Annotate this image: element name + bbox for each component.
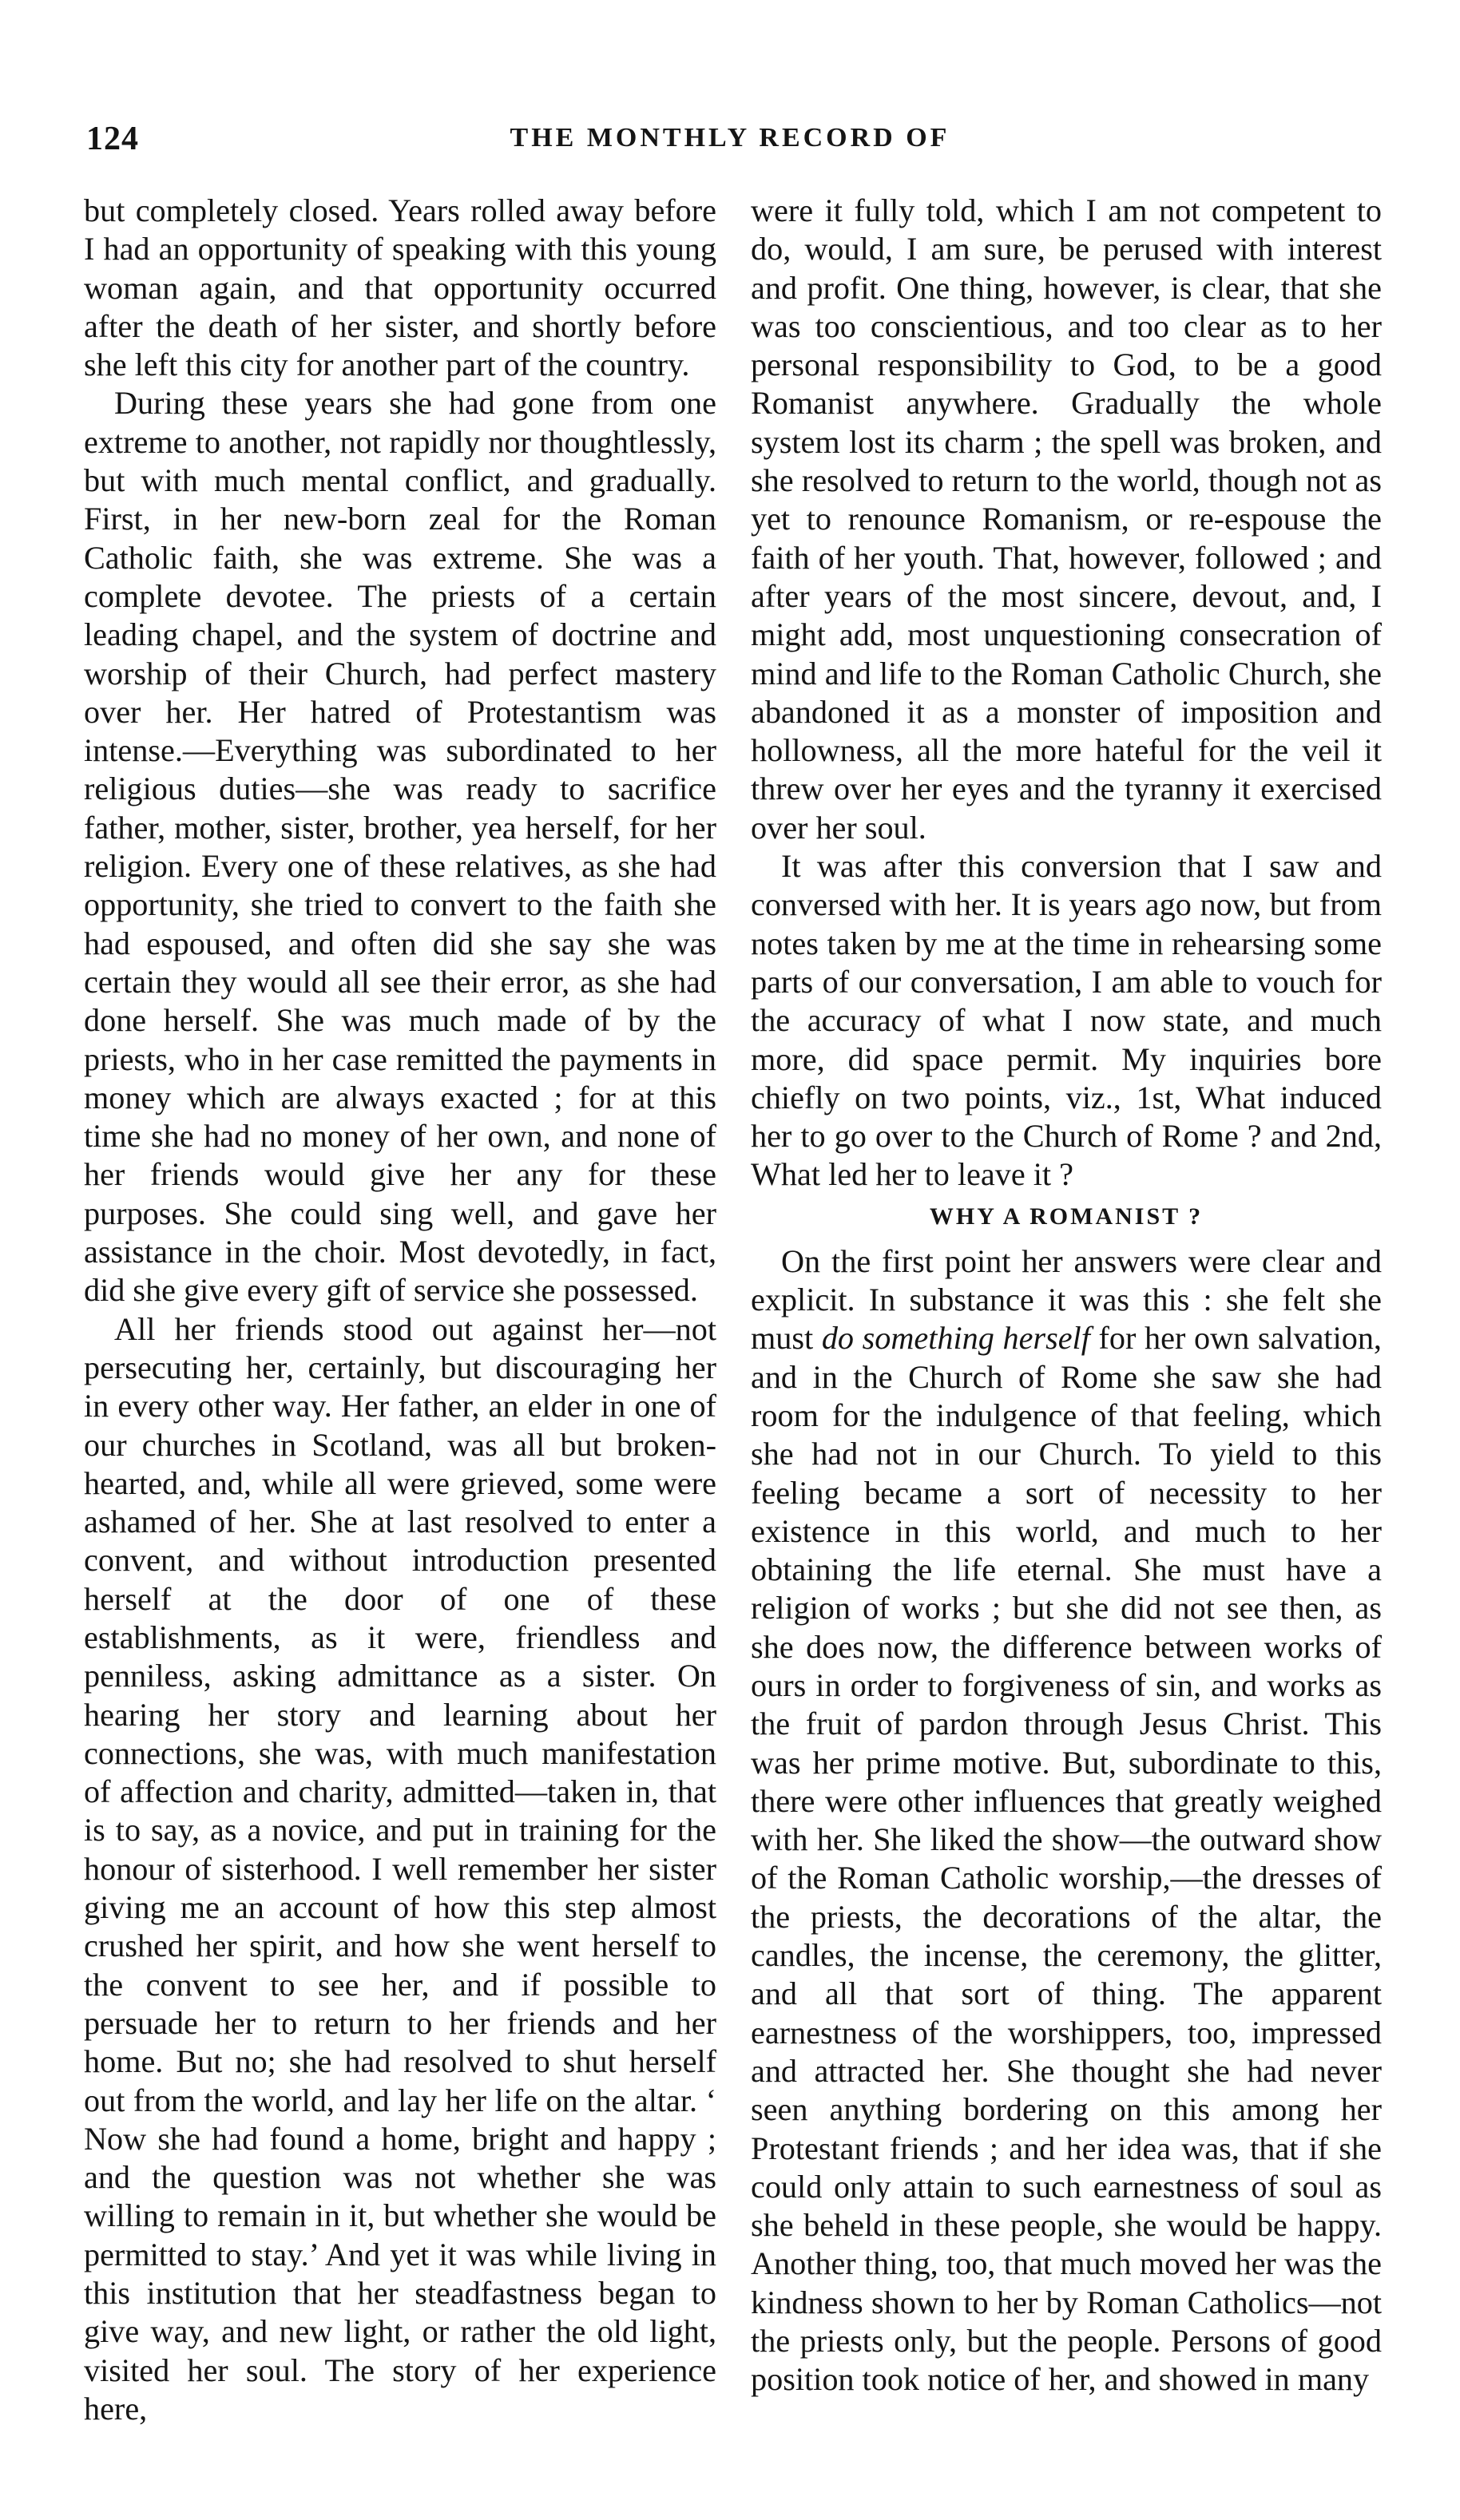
section-subheading: WHY A ROMANIST ?	[929, 1203, 1204, 1230]
page-header	[86, 120, 1374, 168]
left-paragraph-2: During these years she had gone from one extreme to another, not rapidly nor thoughtlessly, but with much mental conflict, and gradually. First, in her new-born zeal for the Roman Catholic faith, she was extreme. She was a complete devotee. The priests of a certain leading chapel, and the system of doctrine and worship of their Church, had perfect mastery over her. Her hatred of Protestantism was intense.—Everything was subordinated to her religious duties—she was ready to sacrifice father, mother, sister, brother, yea herself, for her religion. Every one of these relatives, as she had opportunity, she tried to convert to the faith she had espoused, and often did she say she was certain they would all see their error, as she had done herself. She was much made of by the priests, who in her case remitted the payments in money which are always exacted ; for at this time she had no money of her own, and none of her friends would give her any for these purposes. She could sing well, and gave her assistance in the choir. Most devotedly, in fact, did she give every gift of service she possessed.	[84, 385, 716, 1309]
right-paragraph-3-rest: for her own salvation, and in the Church of Rome she saw she had room for the indulgence of that feeling, which she had not in our Church. To yield to this feeling became a sort of necessity to her existence in this world, and much to her obtaining the life eternal. She must have a religion of works ; but she did not see then, as she does now, the difference between works of ours in order to forgiveness of sin, and works as the fruit of pardon through Jesus Christ. This was her prime motive. But, subordinate to this, there were other influences that greatly weighed with her. She liked the show—the outward show of the Roman Catholic worship,—the dresses of the priests, the decorations of the altar, the candles, the incense, the ceremony, the glitter, and all that sort of thing. The apparent earnestness of the worshippers, too, impressed and attracted her. She thought she had never seen anything bordering on this among her Protestant friends ; and her idea was, that if she could only attain to such earnestness of soul as she beheld in these people, she would be happy. Another thing, too, that much moved her was the kindness shown to her by Roman Catholics—not the priests only, but the people. Persons of good position took notice of her, and showed in many	[751, 1320, 1382, 2398]
right-paragraph-2: It was after this conversion that I saw and conversed with her. It is years ago now, but from notes taken by me at the time in rehearsing some parts of our conversation, I am able to vouch for the accuracy of what I now state, and much more, did space permit. My inquiries bore chiefly on two points, viz., 1st, What induced her to go over to the Church of Rome ? and 2nd, What led her to leave it ?	[751, 848, 1382, 1193]
left-paragraph-1: but completely closed. Years rolled away before I had an opportunity of speaking with this young woman again, and that opportunity occurred after the death of her sister, and shortly before she left this city for another part of the country.	[84, 192, 716, 383]
right-paragraph-1: were it fully told, which I am not competent to do, would, I am sure, be perused with interest and profit. One thing, however, is clear, that she was too conscientious, and too clear as to her personal responsibility to God, to be a good Romanist anywhere. Gradually the whole system lost its charm ; the spell was broken, and she resolved to return to the world, though not as yet to renounce Romanism, or re-espouse the faith of her youth. That, however, followed ; and after years of the most sincere, devout, and, I might add, most unquestioning consecration of mind and life to the Roman Catholic Church, she abandoned it as a monster of imposition and hollowness, all the more hateful for the veil it threw over her eyes and the tyranny it exercised over her soul.	[751, 192, 1382, 846]
left-column	[84, 192, 716, 2475]
right-column	[751, 192, 1382, 2475]
page-number: 124	[86, 121, 139, 157]
left-paragraph-3: All her friends stood out against her—not persecuting her, certainly, but discouraging her in every other way. Her father, an elder in one of our churches in Scotland, was all but broken-hearted, and, while all were grieved, some were ashamed of her. She at last resolved to enter a convent, and without introduction presented herself at the door of one of these establishments, as it were, friendless and penniless, asking admittance as a sister. On hearing her story and learning about her connections, she was, with much manifestation of affection and charity, admitted—taken in, that is to say, as a novice, and put in training for the honour of sisterhood. I well remember her sister giving me an account of how this step almost crushed her spirit, and how she went herself to the convent to see her, and if possible to persuade her to return to her friends and her home. But no; she had resolved to shut herself out from the world, and lay her life on the altar. ‘ Now she had found a home, bright and happy ; and the question was not whether she was willing to remain in it, but whether she would be permitted to stay.’ And yet it was while living in this institution that her steadfastness began to give way, and new light, or rather the old light, visited her soul. The story of her experience here,	[84, 1310, 716, 2427]
right-paragraph-3	[751, 1242, 1382, 2399]
emphasis-do-something-herself: do something herself	[821, 1320, 1090, 1357]
right-paragraph-3-start: On the first point her answers were clear and explicit. In substance it was this : she felt she must	[751, 1242, 1382, 1357]
running-title: THE MONTHLY RECORD OF	[510, 123, 950, 153]
